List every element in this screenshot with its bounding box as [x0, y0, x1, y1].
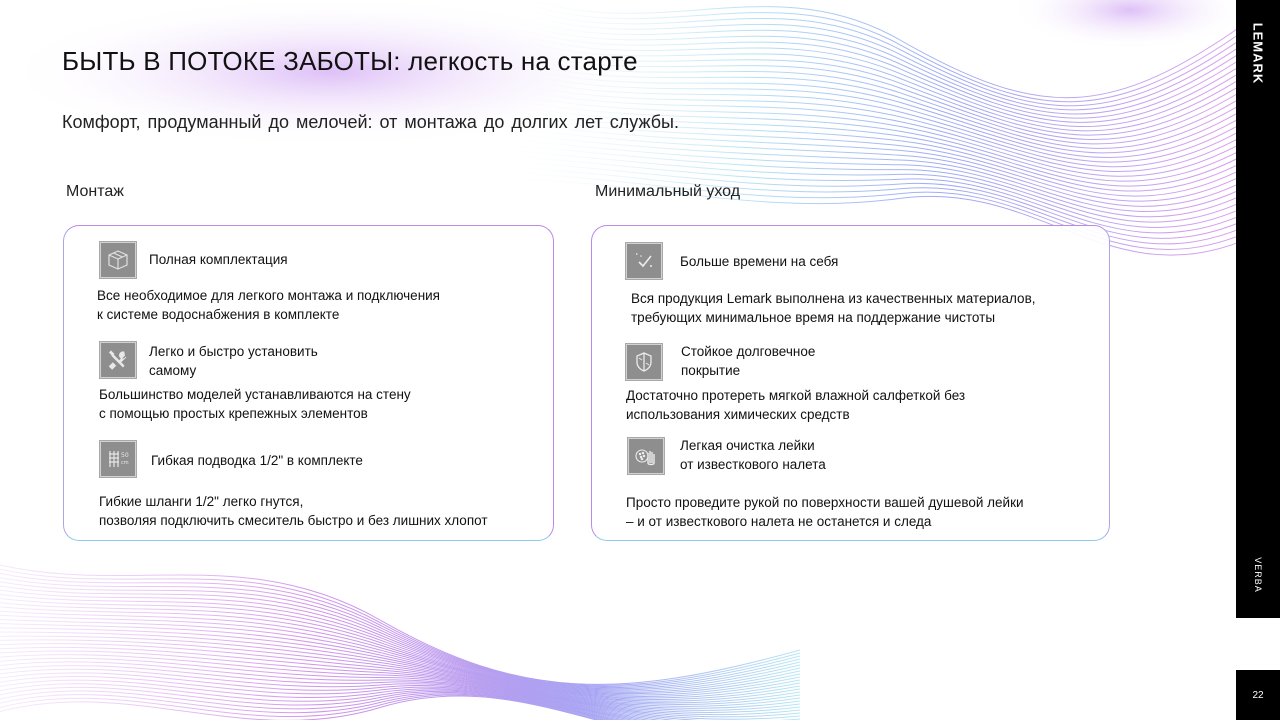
- feature-desc-easy-install: Большинство моделей устанавливаются на стену с помощью простых крепежных элементов: [99, 387, 411, 421]
- section-label-installation: Монтаж: [66, 183, 124, 200]
- hose-icon: [100, 441, 136, 477]
- feature-desc-more-time: Вся продукция Lemark выполнена из качественных материалов, требующих минимальное время на поддержание чистоты: [631, 291, 1036, 325]
- feature-desc-full-set: Все необходимое для легкого монтажа и подключения к системе водоснабжения в комплекте: [97, 288, 440, 322]
- collection-label: VERBA: [1252, 557, 1263, 593]
- section-label-care: Минимальный уход: [595, 183, 741, 200]
- svg-text:50: 50: [121, 452, 129, 459]
- installation-card: [63, 225, 554, 541]
- feature-title-easy-install: Легко и быстро установить самому: [149, 344, 318, 378]
- page-subtitle: Комфорт, продуманный до мелочей: от монтажа до долгих лет службы.: [62, 112, 679, 132]
- page-number-box: [1236, 670, 1280, 720]
- feature-desc-durable-coating: Достаточно протереть мягкой влажной салфеткой без использования химических средств: [626, 388, 966, 422]
- brand-logo: LEMARK: [1250, 22, 1266, 84]
- care-card: [591, 225, 1110, 541]
- checkmark-sparkle-icon: [626, 243, 662, 279]
- feature-desc-flex-hose: Гибкие шланги 1/2" легко гнутся, позволяя подключить смеситель быстро и без лишних хлопот: [99, 494, 488, 528]
- feature-title-durable-coating: Стойкое долговечное покрытие: [681, 344, 816, 378]
- shield-icon: [626, 344, 662, 380]
- page-number: 22: [1252, 689, 1264, 701]
- feature-desc-easy-clean: Просто проведите рукой по поверхности вашей душевой лейки – и от известкового налета не останется и следа: [626, 495, 1024, 529]
- feature-title-full-set: Полная комплектация: [149, 252, 288, 267]
- svg-text:cm: cm: [121, 460, 129, 466]
- feature-title-easy-clean: Легкая очистка лейки от известкового налета: [680, 438, 826, 472]
- hand-shower-icon: [628, 438, 664, 474]
- feature-title-flex-hose: Гибкая подводка 1/2" в комплекте: [151, 453, 363, 468]
- feature-title-more-time: Больше времени на себя: [680, 254, 839, 269]
- box-icon: [100, 242, 136, 278]
- page-title: БЫТЬ В ПОТОКЕ ЗАБОТЫ: легкость на старте: [62, 46, 638, 76]
- tools-icon: [100, 342, 136, 378]
- brand-sidebar: [1236, 0, 1280, 618]
